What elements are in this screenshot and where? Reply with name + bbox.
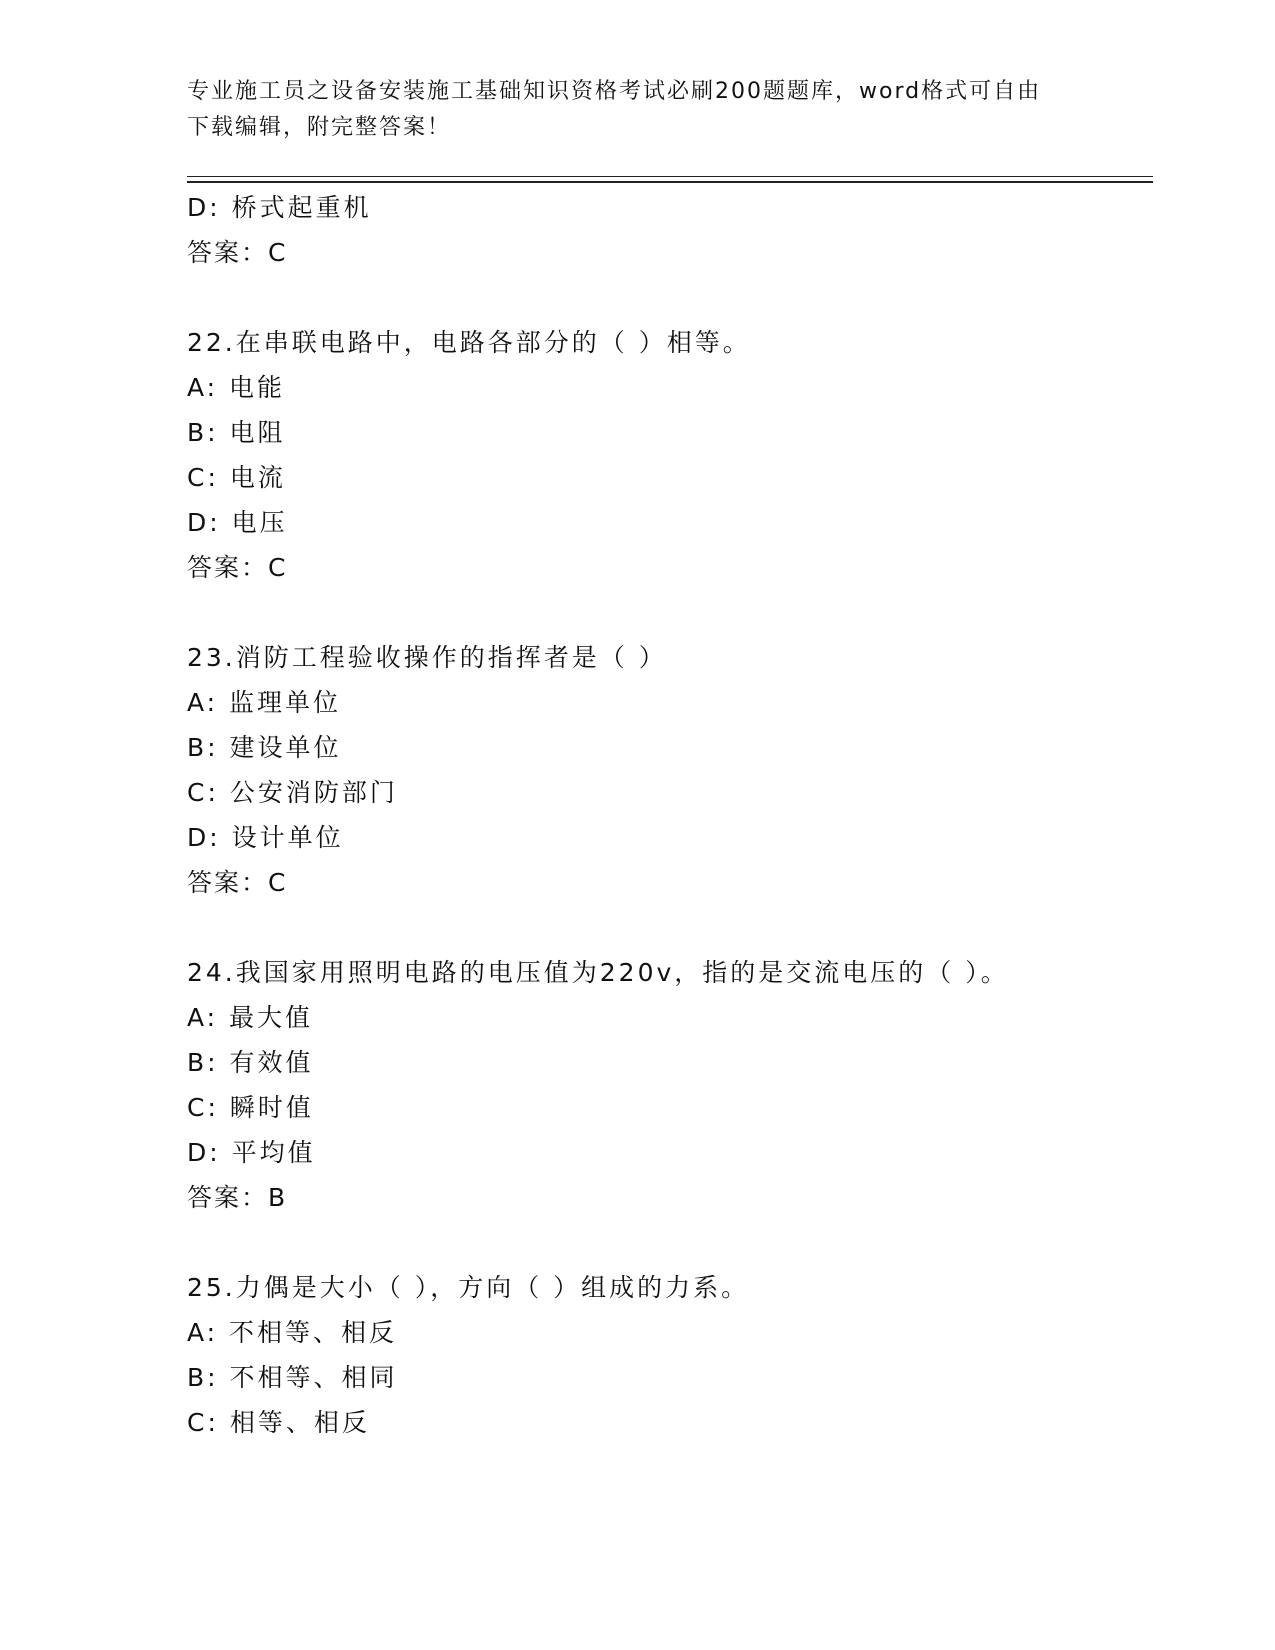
q25-option-a: A: 不相等、相反	[187, 1318, 398, 1347]
q22-option-b: B: 电阻	[187, 418, 286, 447]
q25-option-b: B: 不相等、相同	[187, 1363, 398, 1392]
q24-question: 24.我国家用照明电路的电压值为220v，指的是交流电压的（ ）。	[187, 958, 1009, 987]
q24-answer: 答案：B	[187, 1183, 288, 1212]
q22-option-c: C: 电流	[187, 463, 286, 492]
q23-option-b: B: 建设单位	[187, 733, 342, 762]
header-divider-thin	[187, 176, 1153, 177]
q23-option-c: C: 公安消防部门	[187, 778, 398, 807]
q24-option-a: A: 最大值	[187, 1003, 314, 1032]
q21-option-d: D: 桥式起重机	[187, 193, 372, 222]
q22-question: 22.在串联电路中，电路各部分的（ ）相等。	[187, 328, 751, 357]
q22-answer: 答案：C	[187, 553, 288, 582]
q22-option-d: D: 电压	[187, 508, 288, 537]
header-line-2: 下载编辑，附完整答案！	[187, 115, 452, 140]
q23-answer: 答案：C	[187, 868, 288, 897]
document-header	[187, 74, 1087, 146]
header-line-1: 专业施工员之设备安装施工基础知识资格考试必刷200题题库，word格式可自由	[187, 79, 1042, 104]
q23-option-d: D: 设计单位	[187, 823, 344, 852]
q21-answer: 答案：C	[187, 238, 288, 267]
q23-option-a: A: 监理单位	[187, 688, 342, 717]
q25-question: 25.力偶是大小（ ），方向（ ）组成的力系。	[187, 1273, 750, 1302]
header-divider-thick	[187, 181, 1153, 183]
q24-option-d: D: 平均值	[187, 1138, 316, 1167]
q23-question: 23.消防工程验收操作的指挥者是（ ）	[187, 643, 667, 672]
q24-option-c: C: 瞬时值	[187, 1093, 314, 1122]
q22-option-a: A: 电能	[187, 373, 286, 402]
q24-option-b: B: 有效值	[187, 1048, 314, 1077]
q25-option-c: C: 相等、相反	[187, 1408, 370, 1437]
